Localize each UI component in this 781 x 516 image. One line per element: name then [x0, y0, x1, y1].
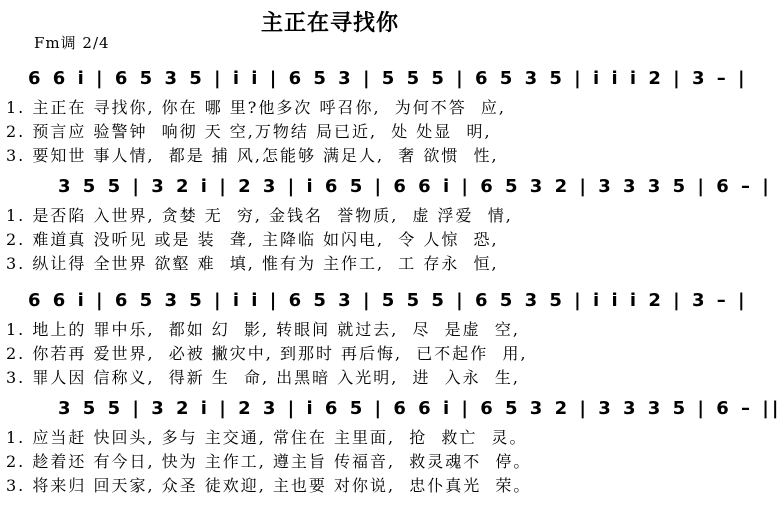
key-signature: Fm调 2/4 [34, 34, 110, 52]
lyric-verse-1: 1. 主正在 寻找你, 你在 哪 里?他多次 呼召你, 为何不答 应, [6, 98, 506, 117]
notation-line: 6 6 i | 6 5 3 5 | i i | 6 5 3 | 5 5 5 | 6 5 3 5 | i i i 2 | 3 – | [28, 290, 748, 311]
song-title: 主正在寻找你 [260, 11, 399, 36]
lyric-verse-2: 2. 难道真 没听见 或是 装 聋, 主降临 如闪电, 令 人惊 恐, [6, 230, 499, 249]
lyric-verse-1: 1. 地上的 罪中乐, 都如 幻 影, 转眼间 就过去, 尽 是虚 空, [6, 320, 520, 339]
lyric-verse-2: 2. 趁着还 有今日, 快为 主作工, 遵主旨 传福音, 救灵魂不 停。 [6, 452, 532, 471]
lyric-verse-1: 1. 应当赶 快回头, 多与 主交通, 常住在 主里面, 抢 救亡 灵。 [6, 428, 528, 447]
lyric-verse-3: 3. 将来归 回天家, 众圣 徒欢迎, 主也要 对你说, 忠仆真光 荣。 [6, 476, 532, 495]
lyric-verse-2: 2. 你若再 爱世界, 必被 撇灾中, 到那时 再后悔, 已不起作 用, [6, 344, 528, 363]
notation-line: 6 6 i | 6 5 3 5 | i i | 6 5 3 | 5 5 5 | 6 5 3 5 | i i i 2 | 3 – | [28, 68, 748, 89]
lyric-verse-3: 3. 罪人因 信称义, 得新 生 命, 出黑暗 入光明, 进 入永 生, [6, 368, 520, 387]
lyric-verse-1: 1. 是否陷 入世界, 贪婪 无 穷, 金钱名 誉物质, 虚 浮爱 情, [6, 206, 513, 225]
notation-line: 3 5 5 | 3 2 i | 2 3 | i 6 5 | 6 6 i | 6 5 3 2 | 3 3 3 5 | 6 – || [58, 398, 781, 419]
lyric-verse-3: 3. 要知世 事人情, 都是 捕 风,怎能够 满足人, 奢 欲惯 性, [6, 146, 499, 165]
lyric-verse-3: 3. 纵让得 全世界 欲壑 难 填, 惟有为 主作工, 工 存永 恒, [6, 254, 499, 273]
lyric-verse-2: 2. 预言应 验警钟 响彻 天 空,万物结 局已近, 处 处显 明, [6, 122, 492, 141]
notation-line: 3 5 5 | 3 2 i | 2 3 | i 6 5 | 6 6 i | 6 5 3 2 | 3 3 3 5 | 6 – | [58, 176, 772, 197]
